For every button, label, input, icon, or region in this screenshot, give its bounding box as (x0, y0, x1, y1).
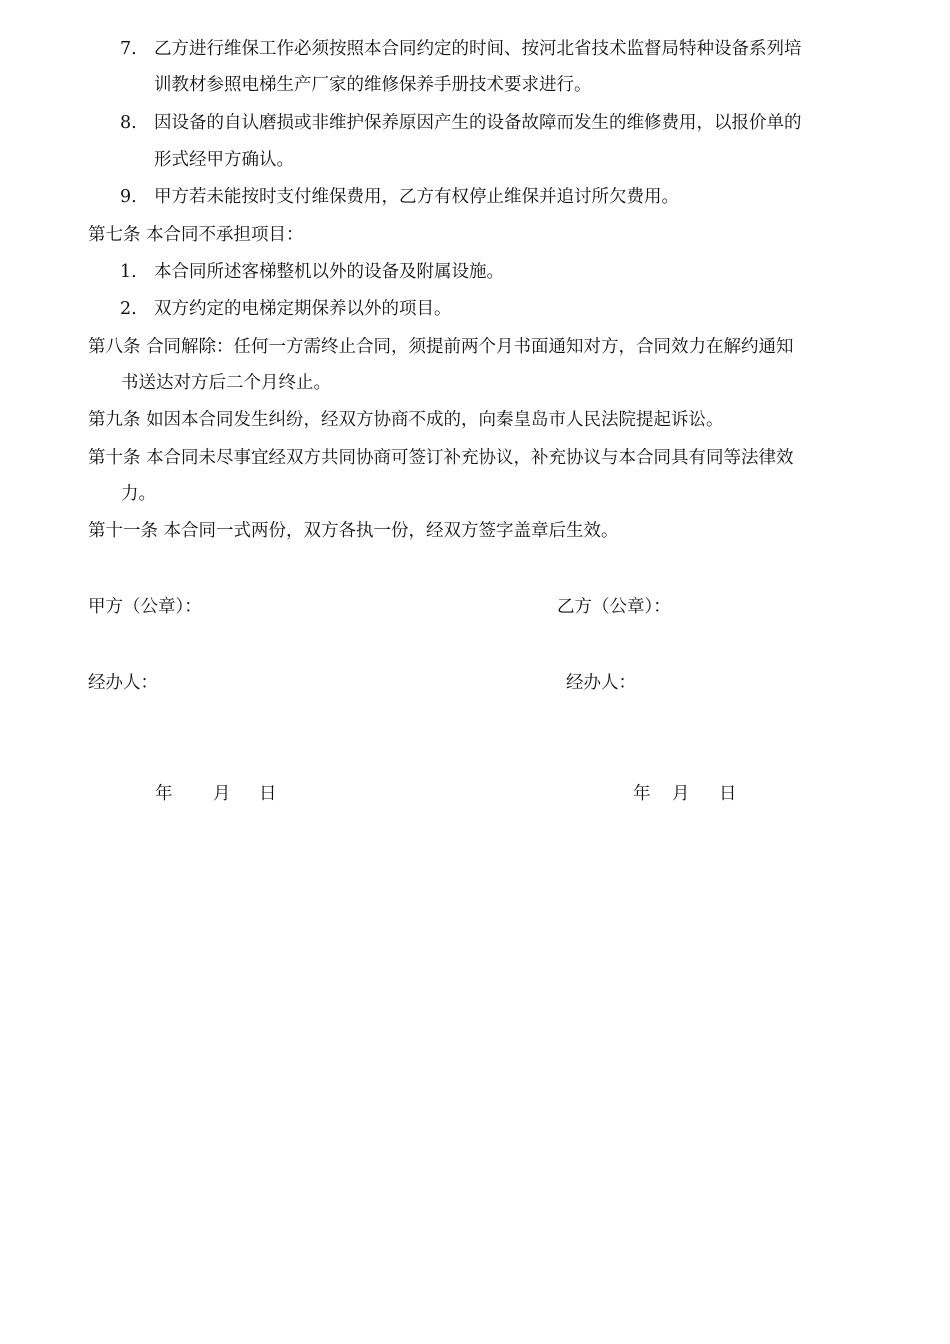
article-7-item-1-text: 本合同所述客梯整机以外的设备及附属设施。 (154, 262, 504, 282)
party-a-seal-label: 甲方（公章）： (88, 597, 202, 617)
party-a-date-day: 日 (259, 784, 277, 804)
item-9-number: 9. (120, 187, 137, 207)
article-7-item-2-text: 双方约定的电梯定期保养以外的项目。 (154, 299, 452, 319)
article-10-line-2: 力。 (121, 484, 156, 504)
party-a-date-year: 年 (155, 784, 173, 804)
item-9-line-1: 甲方若未能按时支付维保费用，乙方有权停止维保并追讨所欠费用。 (154, 187, 679, 207)
article-9-line-1: 第九条 如因本合同发生纠纷，经双方协商不成的，向秦皇岛市人民法院提起诉讼。 (88, 410, 724, 430)
item-7-number: 7. (120, 39, 137, 59)
party-b-date-day: 日 (719, 784, 737, 804)
item-7-line-1: 乙方进行维保工作必须按照本合同约定的时间、按河北省技术监督局特种设备系列培 (154, 39, 802, 59)
party-b-seal-label: 乙方（公章）： (557, 597, 671, 617)
item-8-number: 8. (120, 113, 137, 133)
article-8-line-2: 书送达对方后二个月终止。 (121, 373, 331, 393)
party-b-date-month: 月 (672, 784, 690, 804)
article-7-item-2-number: 2. (120, 299, 137, 319)
party-b-agent-label: 经办人： (566, 673, 636, 693)
article-11-line-1: 第十一条 本合同一式两份，双方各执一份，经双方签字盖章后生效。 (88, 521, 619, 541)
item-8-line-2: 形式经甲方确认。 (154, 150, 294, 170)
party-a-agent-label: 经办人： (88, 673, 158, 693)
party-a-date-month: 月 (213, 784, 231, 804)
article-8-line-1: 第八条 合同解除：任何一方需终止合同，须提前两个月书面通知对方，合同效力在解约通知 (88, 337, 794, 357)
article-7-item-1-number: 1. (120, 262, 137, 282)
article-10-line-1: 第十条 本合同未尽事宜经双方共同协商可签订补充协议，补充协议与本合同具有同等法律效 (88, 448, 794, 468)
article-7-heading: 第七条 本合同不承担项目： (88, 225, 304, 245)
item-7-line-2: 训教材参照电梯生产厂家的维修保养手册技术要求进行。 (154, 75, 592, 95)
item-8-line-1: 因设备的自认磨损或非维护保养原因产生的设备故障而发生的维修费用，以报价单的 (154, 113, 802, 133)
party-b-date-year: 年 (633, 784, 651, 804)
